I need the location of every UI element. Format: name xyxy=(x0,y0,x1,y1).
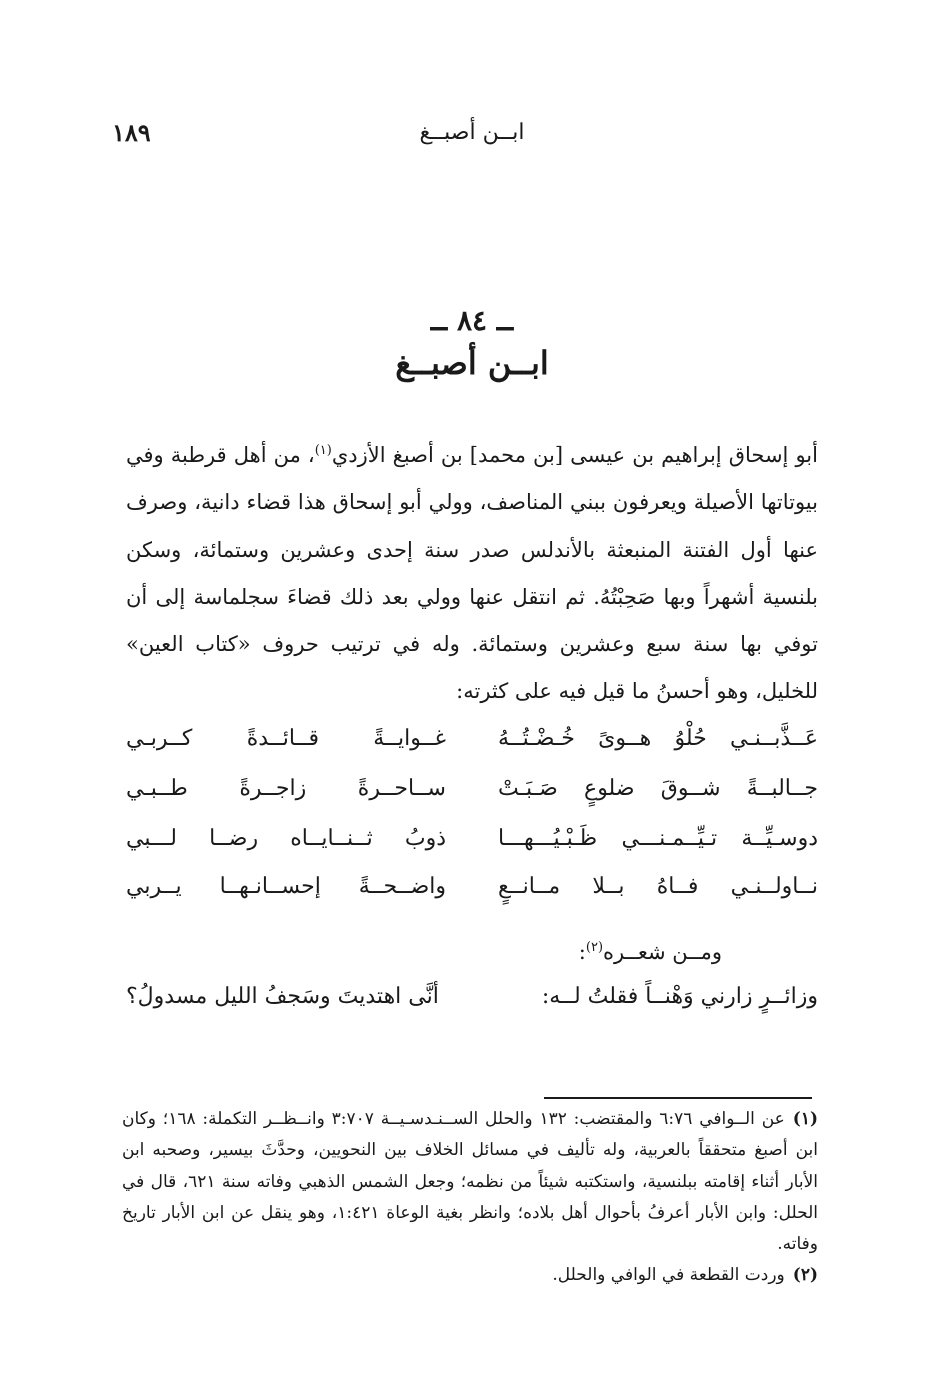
verse-first-hemistich: نــاولــنـي فــاهُ بــلا مــانــعٍ xyxy=(498,874,818,899)
poem-intro xyxy=(579,930,722,974)
biography-paragraph xyxy=(126,432,818,716)
verse-second-hemistich: غــوايــةً قــائــدةً كــربـي xyxy=(126,726,446,751)
verse-first-hemistich: عَــذَّبــنـي حُلْوُ هــوىً خُـضْـتُــهُ xyxy=(498,726,818,751)
verse-first-hemistich: دوسـيِّــة تـيِّــمـنـــي ظَـبْـيُـــهـــا xyxy=(498,826,818,851)
poem-verse xyxy=(126,816,818,862)
verse-first-hemistich: وزائــرٍ زارني وَهْنــاً فقلتُ لــه: xyxy=(541,984,818,1009)
verse-second-hemistich: ذوبُ ثــنــايــاه رضــا لـــبي xyxy=(126,826,446,851)
page-number: ١٨٩ xyxy=(112,118,151,147)
poem-verse xyxy=(126,972,818,1022)
verse-second-hemistich: واضــحــةً إحســانـهــا يــربي xyxy=(126,874,446,899)
poem-verse xyxy=(126,716,818,762)
footnote-text: وردت القطعة في الوافي والحلل. xyxy=(552,1265,785,1286)
footnote-marker: (١) xyxy=(792,1109,819,1129)
footnote-text: عن الــوافي ٦:٧٦ والمقتضب: ١٣٢ والحلل الســنـدسـيــة ٣:٧٠٧ وانــظــر التكملة: ١٦٨؛ وكان ابن أصبغ متحققاً بالعربية، وله تأليف في مسائل الخلاف بين النحويين، وحدَّثَ بيسير، وصحبه ابن الأبار أثناء إقامته ببلنسية، واستكتبه شيئاً من نظمه؛ وجعل الشمس الذهبي وفاته سنة ٦٢١، قال في الحلل: وابن الأبار أعرفُ بأحوال أهل بلاده؛ وانظر بغية الوعاة ١:٤٢١، وهو ينقل عن ابن الأبار تاريخ وفاته. xyxy=(122,1109,819,1255)
verse-second-hemistich: أنَّى اهتديتَ وسَجفُ الليل مسدولُ؟ xyxy=(126,984,439,1009)
verse-second-hemistich: ســاحــرةً زاجــرةً طــبـي xyxy=(126,776,446,801)
running-title: ابــن أصبــغ xyxy=(419,120,525,145)
poem-verse xyxy=(126,864,818,910)
footnote-ref-1: (١) xyxy=(314,443,332,458)
verse-first-hemistich: جــالبــةً شــوقَ ضلوعٍ صَـبَـتْ xyxy=(498,776,818,801)
footnote-separator xyxy=(544,1097,812,1099)
poem-intro-text: ومــن شعــره xyxy=(603,940,722,964)
footnote-1 xyxy=(122,1104,818,1260)
footnote-2 xyxy=(122,1260,818,1291)
footnotes xyxy=(122,1104,818,1292)
poem-verse xyxy=(126,766,818,812)
footnote-marker: (٢) xyxy=(792,1265,818,1286)
paragraph-text-part2: ، من أهل قرطبة وفي بيوتاتها الأصيلة ويعرفون ببني المناصف، وولي أبو إسحاق هذا قضاء دانية، وصرف عنها أول الفتنة المنبعثة بالأندلس صدر سنة إحدى وعشرين وستمائة، وسكن بلنسية أشهراً وبها صَحِبْتُهُ. ثم انتقل عنها وولي بعد ذلك قضاءَ سجلماسة إلى أن توفي بها سنة سبع وعشرين وستمائة. وله في ترتيب حروف «كتاب العين» للخليل، وهو أحسنُ ما قيل فيه على كثرته: xyxy=(126,443,818,704)
poem-intro-colon: : xyxy=(578,940,586,964)
footnote-ref-2: (٢) xyxy=(585,940,604,955)
entry-number: ــ ٨٤ ــ xyxy=(430,304,514,337)
entry-title: ابــن أصبــغ xyxy=(395,344,549,382)
paragraph-text-part1: أبو إسحاق إبراهيم بن عيسى [بن محمد] بن أصبغ الأزدي xyxy=(331,443,818,467)
